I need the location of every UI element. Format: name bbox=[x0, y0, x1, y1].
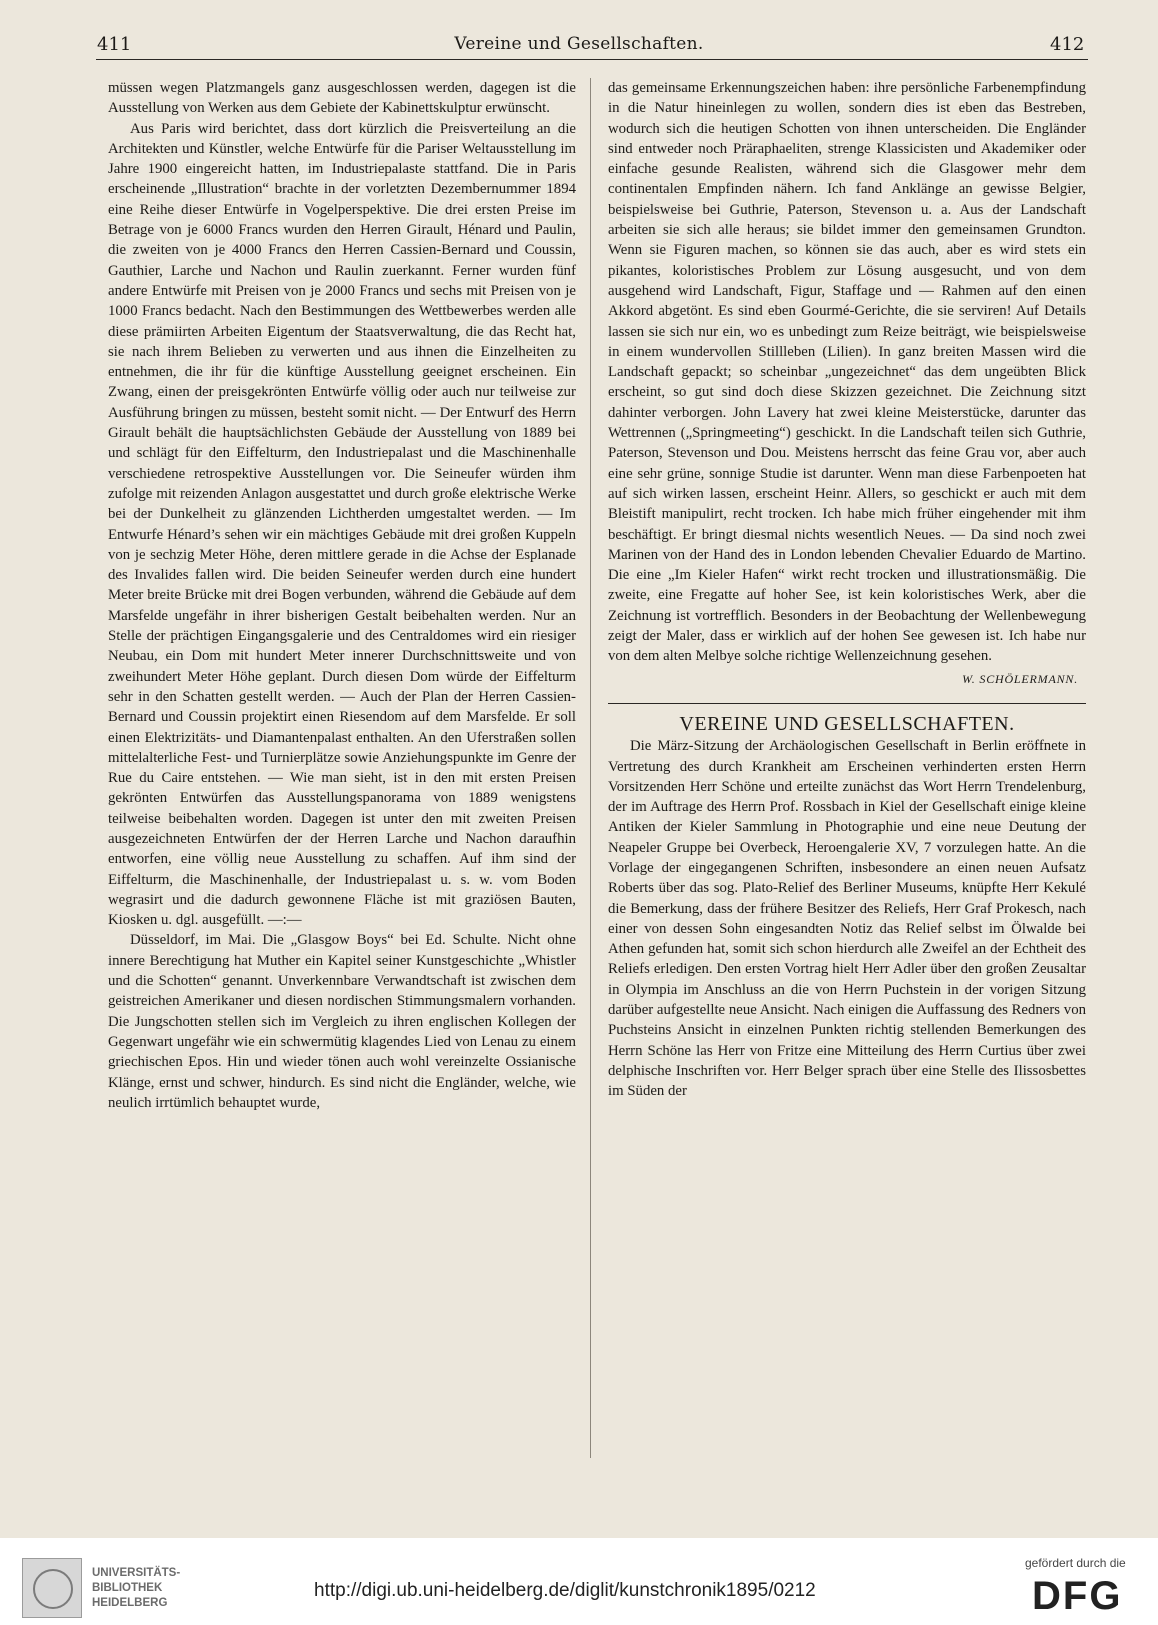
dfg-logo: DFG bbox=[1032, 1574, 1123, 1618]
right-column bbox=[608, 78, 1086, 1102]
page-number-left: 411 bbox=[97, 34, 132, 55]
column-divider bbox=[590, 78, 591, 1458]
paragraph: müssen wegen Platzmangels ganz ausgeschlossen werden, dagegen ist die Ausstellung von Werken aus dem Gebiete der Kabinettskulptur erwünscht. bbox=[108, 80, 576, 117]
page-number-right: 412 bbox=[1050, 34, 1085, 55]
header-rule bbox=[96, 59, 1088, 60]
digitization-footer bbox=[0, 1538, 1158, 1625]
paragraph: Die März-Sitzung der Archäologischen Gesellschaft in Berlin eröffnete in Vertretung des durch Krankheit am Erscheinen verhinderten ersten Herrn Vorsitzenden Herr Schöne und erteilte zunächst das Wort Herrn Trendelenburg, der im Auftrage des Herrn Prof. Rossbach in Kiel der Gesellschaft einige kleine Antiken der Kieler Sammlung in Photographie und eine neue Deutung der Neapeler Gruppe bei Overbeck, Heroengalerie XV, 7 vorzulegen hatte. An die Vorlage der eingegangenen Schriften, insbesondere an einen neuen Aufsatz Roberts über das sog. Plato-Relief des Berliner Museums, knüpfte Herr Kekulé die Bemerkung, dass der frühere Besitzer des Reliefs, Herr Graf Prokesch, nach einer von dessen Sohn eingesandten Notiz das Relief selbst im Ölwalde bei Athen gefunden hat, somit sich schon hierdurch alle Zweifel an der Echtheit des Reliefs erledigen. Den ersten Vortrag hielt Herr Adler über den großen Zeusaltar in Olympia im Anschluss an die von Herrn Puchstein in der vorigen Sitzung darüber aufgestellte neue Ansicht. Nach einigen die Auffassung des Redners von Puchsteins Ansicht in einzelnen Punkten richtig stellenden Bemerkungen des Herrn Schöne las Herr von Fritze eine Mitteilung des Herrn Curtius über zwei delphische Inschriften vor. Herr Belger sprach über eine Stelle des Ilissosbettes im Süden der bbox=[608, 738, 1086, 1100]
library-logo-text: UNIVERSITÄTS- BIBLIOTHEK HEIDELBERG bbox=[92, 1567, 181, 1609]
paragraph: das gemeinsame Erkennungszeichen haben: ihre persönliche Farbenempfindung in die Natur hineinlegen zu wollen, sondern dies ist eben das Bestreben, wodurch sich die heutigen Schotten von ihnen unterscheiden. Die Engländer sind entweder noch Präraphaeliten, strenge Klassicisten und Akademiker oder einfache gesunde Realisten, während sich die Glasgower mehr dem continentalen Empfinden nähern. Ich fand Anklänge an gewisse Belgier, beispielsweise bei Guthrie, Paterson, Stevenson u. a. Aus der Landschaft arbeiten sie sich alle heraus; sie bildet immer den gemeinsamen Grundton. Wenn sie Figuren machen, so können sie das auch, aber es wird stets ein pikantes, koloristisches Problem zur Lösung ausgesucht, und von dem ausgehend wird Landschaft, Figur, Staffage und — Rahmen auf den einen Akkord abgetönt. Es sind eben Gourmé-Gerichte, die sie serviren! Auf Details lassen sie sich nur ein, wo es unbedingt zum Reize beiträgt, wie beispielsweise in einem wundervollen Stillleben (Lilien). In ganz breiten Massen wird die Landschaft gepackt; so scheinbar „ungezeichnet“ das dem ungeübten Blick erscheint, so gut sind doch diese Skizzen gezeichnet. Die Zeichnung sitzt dahinter verborgen. John Lavery hat zwei kleine Meisterstücke, darunter das Wettrennen („Springmeeting“) geschickt. In die Landschaft teilen sich Guthrie, Paterson, Stevenson und Dou. Meistens herrscht das feine Grau vor, aber auch eine sehr grüne, sonnige Studie ist darunter. Wenn man diese Farbenpoeten hat auf sich wirken lassen, erscheint Heinr. Allers, so geschickt er auch mit dem Bleistift manipulirt, recht trocken. Ich habe mich früher eingehender mit ihm beschäftigt. Er bringt diesmal nichts wesentlich Neues. — Da sind noch zwei Marinen von der Hand des in London lebenden Chevalier Eduardo de Martino. Die eine „Im Kieler Hafen“ wirkt recht trocken und illustrationsmäßig. Die zweite, eine Fregatte auf hoher See, ist kein koloristisches Werk, aber die Zeichnung ist vortrefflich. Besonders in der Beobachtung der Wellenbewegung zeigt der Maler, dass er wirklich auf der hohen See gewesen ist. Ich habe nur von dem alten Melbye solche richtige Wellenzeichnung gesehen. bbox=[608, 80, 1086, 665]
source-url-link[interactable]: http://digi.ub.uni-heidelberg.de/diglit/kunstchronik1895/0212 bbox=[314, 1580, 816, 1601]
paragraph: Düsseldorf, im Mai. Die „Glasgow Boys“ bei Ed. Schulte. Nicht ohne innere Berechtigung hat Muther ein Kapitel seiner Kunstgeschichte „Whistler und die Schotten“ genannt. Unverkennbare Verwandtschaft ist zwischen dem geistreichen Amerikaner und diesen nordischen Stimmungsmalern vorhanden. Die Jungschotten stellen sich im Vergleich zu ihren englischen Kollegen der Gegenwart ungefähr wie ein schwermütig klagendes Lied von Lenau zu einem griechischen Epos. Hin und wieder tönen auch wohl vereinzelte Ossianische Klänge, ernst und schwer, hindurch. Es sind nicht die Engländer, welche, wie neulich irrtümlich behauptet wurde, bbox=[108, 932, 576, 1111]
funded-by-label: gefördert durch die bbox=[1025, 1556, 1126, 1570]
university-seal-icon bbox=[22, 1558, 82, 1618]
section-rule bbox=[608, 703, 1086, 704]
page-header bbox=[0, 34, 1158, 64]
section-heading: VEREINE UND GESELLSCHAFTEN. bbox=[679, 712, 1015, 735]
left-column bbox=[108, 78, 576, 1113]
running-title: Vereine und Gesellschaften. bbox=[454, 34, 704, 54]
author-signature: W. SCHÖLERMANN. bbox=[962, 671, 1078, 686]
paragraph: Aus Paris wird berichtet, dass dort kürzlich die Preisverteilung an die Architekten und Künstler, welche Entwürfe für die Pariser Weltausstellung im Jahre 1900 eingereicht hatten, im Industriepalaste stattfand. Die in Paris erscheinende „Illustration“ brachte in der vorletzten Dezembernummer 1894 eine Reihe dieser Entwürfe in Vogelperspektive. Die drei ersten Preise im Betrage von je 6000 Francs wurden den Herren Girault, Hénard und Paulin, die zweiten von je 4000 Francs den Herren Cassien-Bernard und Coussin, Gauthier, Larche und Nachon und Raulin zuerkannt. Ferner wurden fünf andere Entwürfe mit Preisen von je 2000 Francs und sechs mit Preisen von je 1000 Francs bedacht. Nach den Bestimmungen des Wettbewerbes werden alle diese prämiirten Arbeiten Eigentum der Staatsverwaltung, die das Recht hat, sie nach ihrem Belieben zu verwerten und aus ihnen die Einzelheiten zu entnehmen, die ihr für die künftige Ausstellung geeignet erscheinen. Ein Zwang, einen der preisgekrönten Entwürfe völlig oder auch nur teilweise zur Ausführung bringen zu müssen, besteht somit nicht. — Der Entwurf des Herrn Girault behält die hauptsächlichsten Gebäude der Ausstellung von 1889 bei und schlägt für den Eiffelturm, den Industriepalast und die Maschinenhalle verschiedene retrospektive Ausstellungen vor. Die Seineufer würden ihm zufolge mit reizenden Anlagon ausgestattet und durch große elektrische Werke bei der Dunkelheit zu glänzenden Lichtherden umgestaltet werden. — Im Entwurfe Hénard’s sehen wir ein mächtiges Gebäude mit drei großen Kuppeln von je sechzig Meter Höhe, deren mittlere gerade in die Achse der Esplanade des Invalides fallen wird. Die beiden Seineufer werden durch eine hundert Meter breite Brücke mit drei Bogen verbunden, während die Gebäude auf dem Marsfelde ungefähr in ihrer bisherigen Gestalt beibehalten werden. Nur an Stelle der prächtigen Eingangsgalerie und des Centraldomes wird ein riesiger Neubau, ein Dom mit hundert Meter innerer Durchschnittsweite und von zweihundert Meter Höhe geplant. Durch diesen Dom würde der Eiffelturm sehr in den Schatten gestellt werden. — Auch der Plan der Herren Cassien-Bernard und Coussin projektirt einen Riesendom auf dem Marsfelde. Er soll einen Elektrizitäts- und Diamantenpalast enthalten. An den Uferstraßen sollen mittelalterliche Fest- und Turnierplätze sowie Anziehungspunkte im Genre der Rue du Caire entstehen. — Wie man sieht, ist in den mit ersten Preisen gekrönten Entwürfen das Ausstellungspanorama von 1889 wenigstens teilweise beibehalten worden. Dagegen ist unter den mit zweiten Preisen ausgezeichneten Entwürfen der der Herren Larche und Nachon daraufhin entworfen, eine völlig neue Ausstellung zu schaffen. Auf ihm sind der Eiffelturm, die Maschinenhalle, der Industriepalast u. s. w. vom Boden wegrasirt und die dadurch gewonnene Fläche ist mit graziösen Bauten, Kiosken u. dgl. ausgefüllt. —:— bbox=[108, 120, 576, 929]
